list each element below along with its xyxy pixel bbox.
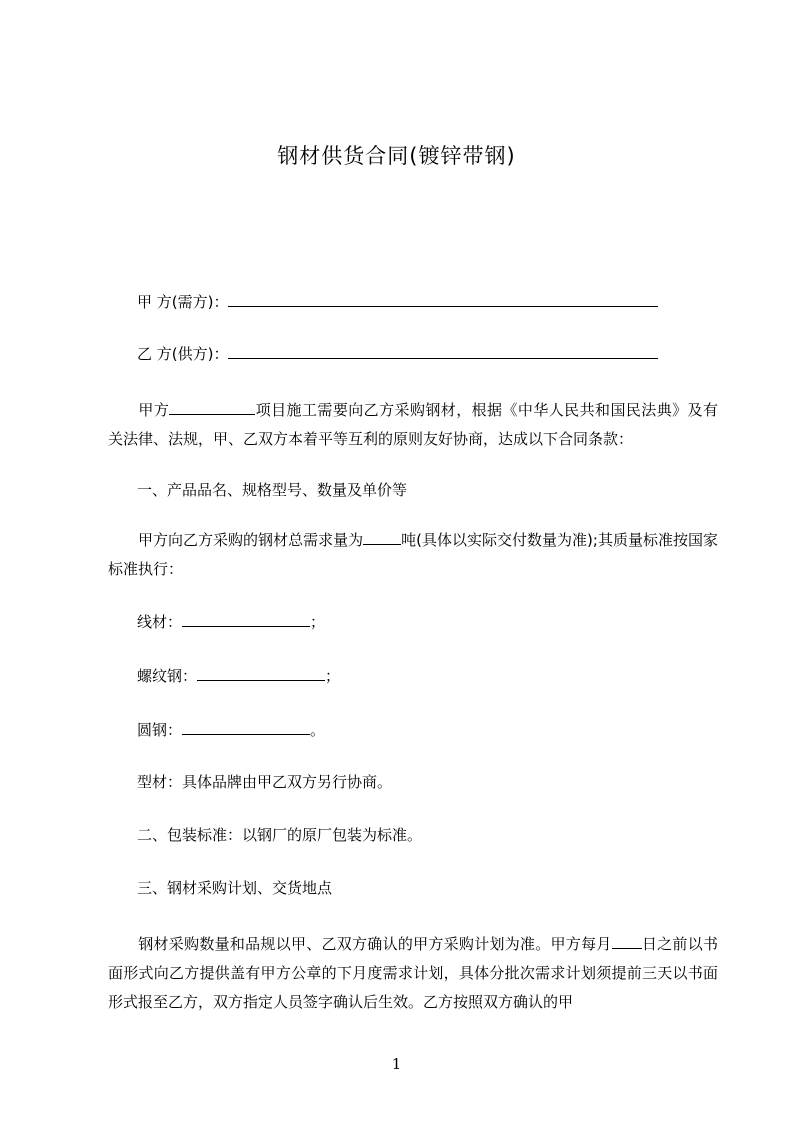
item-round-bar: [137, 718, 717, 742]
section1-prefix: 甲方向乙方采购的钢材总需求量为: [138, 531, 364, 549]
item-rebar-label: 螺纹钢：: [137, 667, 198, 685]
item-round-bar-blank: [182, 718, 310, 735]
project-name-blank: [169, 398, 255, 415]
item-wire-rod-blank: [182, 610, 310, 627]
page-number: 1: [391, 1055, 402, 1073]
item-round-bar-end: 。: [310, 721, 326, 739]
item-rebar-end: ；: [325, 667, 341, 685]
tonnage-blank: [363, 528, 401, 545]
section3-paragraph: [108, 930, 718, 1017]
section3-suffix: 日之前以书面形式向乙方提供盖有甲方公章的下月度需求计划，具体分批次需求计划须提前三天以书面形式报至乙方，双方指定人员签字确认后生效。乙方按照双方确认的甲: [108, 935, 718, 1011]
party-a-label: 甲 方(需方)：: [137, 293, 229, 311]
section1-paragraph: [108, 526, 718, 584]
party-a-line: [137, 290, 717, 314]
section3-heading: 三、钢材采购计划、交货地点: [137, 879, 333, 897]
intro-paragraph: [108, 396, 718, 454]
section1-heading: 一、产品品名、规格型号、数量及单价等: [137, 481, 408, 499]
profile-line: 型材：具体品牌由甲乙双方另行协商。: [137, 773, 393, 791]
item-wire-rod-end: ；: [310, 613, 326, 631]
day-blank: [612, 932, 642, 949]
party-b-blank: [228, 342, 658, 359]
contract-title: 钢材供货合同(镀锌带钢): [277, 144, 516, 168]
intro-suffix: 项目施工需要向乙方采购钢材，根据《中华人民共和国民法典》及有关法律、法规，甲、乙双方本着平等互利的原则友好协商，达成以下合同条款：: [108, 401, 718, 448]
item-wire-rod-label: 线材：: [137, 613, 183, 631]
party-a-blank: [228, 290, 658, 307]
party-b-line: [137, 342, 717, 366]
section1-suffix: 吨(具体以实际交付数量为准);其质量标准按国家标准执行：: [108, 531, 718, 578]
item-wire-rod: [137, 610, 717, 634]
item-round-bar-label: 圆钢：: [137, 721, 183, 739]
section3-prefix: 钢材采购数量和品规以甲、乙双方确认的甲方采购计划为准。甲方每月: [138, 935, 612, 953]
intro-prefix: 甲方: [138, 401, 170, 419]
section2-line: 二、包装标准：以钢厂的原厂包装为标准。: [137, 826, 423, 844]
item-rebar: [137, 664, 717, 688]
party-b-label: 乙 方(供方)：: [137, 345, 229, 363]
item-rebar-blank: [197, 664, 325, 681]
